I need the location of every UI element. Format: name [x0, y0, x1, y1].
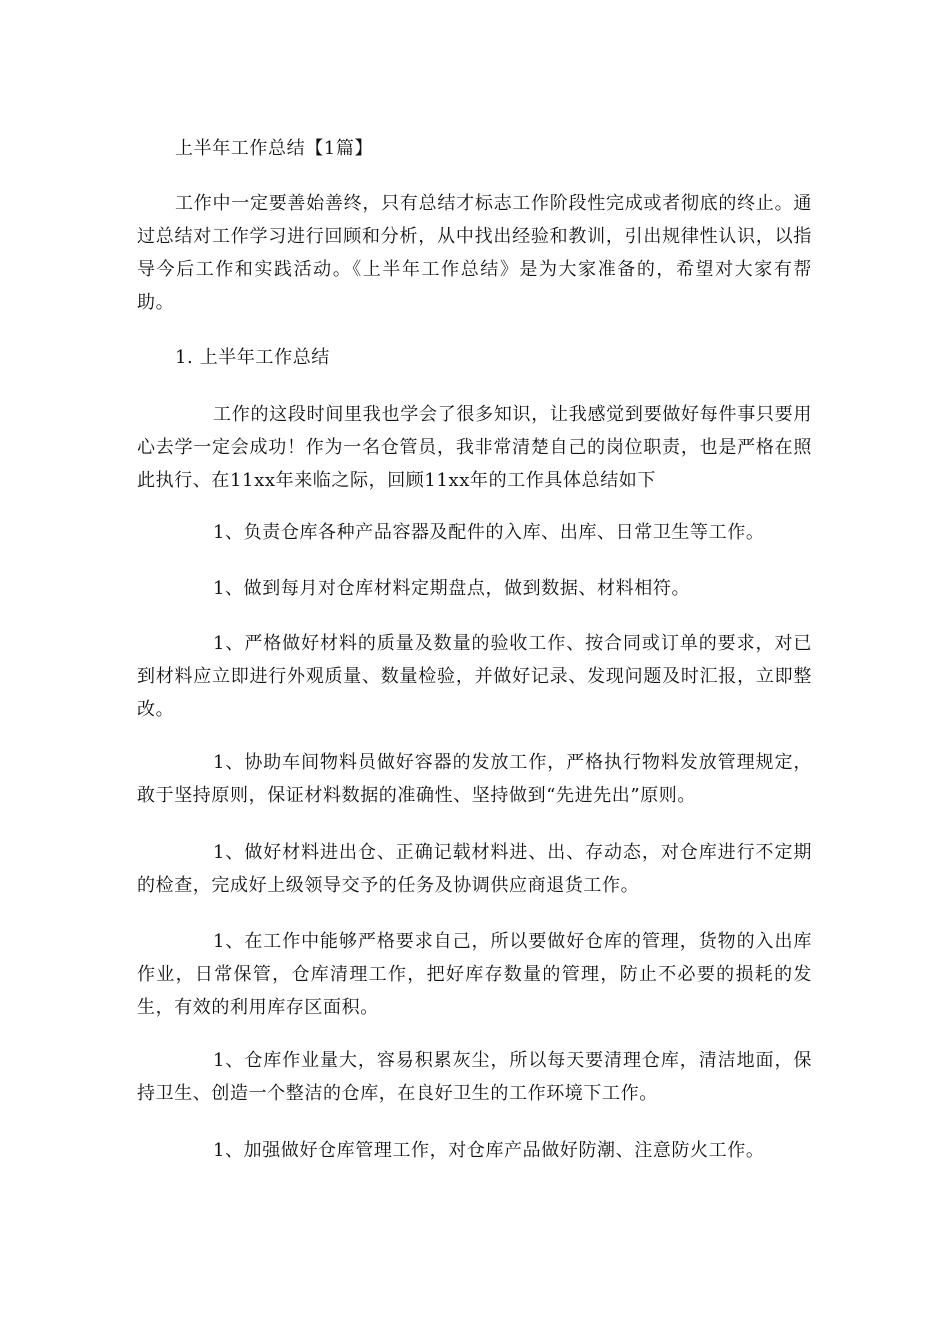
list-item-5: 1、做好材料进出仓、正确记载材料进、出、存动态，对仓库进行不定期的检查，完成好上级领导交予的任务及协调供应商退货工作。: [137, 842, 812, 896]
list-item-2: 1、做到每月对仓库材料定期盘点，做到数据、材料相符。: [213, 578, 691, 599]
intro-paragraph: 工作中一定要善始善终，只有总结才标志工作阶段性完成或者彻底的终止。通过总结对工作学习进行回顾和分析，从中找出经验和教训，引出规律性认识，以指导今后工作和实践活动。《上半年工作总结》是为大家准备的，希望对大家有帮助。: [137, 193, 812, 313]
list-item-4: 1、协助车间物料员做好容器的发放工作，严格执行物料发放管理规定，敢于坚持原则，保证材料数据的准确性、坚持做到“先进先出”原则。: [137, 752, 812, 806]
body-paragraph-1: 工作的这段时间里我也学会了很多知识，让我感觉到要做好每件事只要用心去学一定会成功！作为一名仓管员，我非常清楚自己的岗位职责，也是严格在照此执行、在11xx年来临之际，回顾11xx年的工作具体总结如下: [137, 404, 812, 491]
list-item-7: 1、仓库作业量大，容易积累灰尘，所以每天要清理仓库，清洁地面，保持卫生、创造一个整洁的仓库，在良好卫生的工作环境下工作。: [137, 1050, 812, 1104]
section-heading: 1. 上半年工作总结: [175, 347, 330, 368]
list-item-6: 1、在工作中能够严格要求自己，所以要做好仓库的管理，货物的入出库作业，日常保管，仓库清理工作，把好库存数量的管理，防止不必要的损耗的发生，有效的利用库存区面积。: [137, 931, 812, 1018]
list-item-3: 1、严格做好材料的质量及数量的验收工作、按合同或订单的要求，对已到材料应立即进行外观质量、数量检验，并做好记录、发现问题及时汇报，立即整改。: [137, 633, 812, 720]
list-item-1: 1、负责仓库各种产品容器及配件的入库、出库、日常卫生等工作。: [213, 522, 765, 543]
document-title: 上半年工作总结【1篇】: [175, 138, 374, 159]
list-item-8: 1、加强做好仓库管理工作，对仓库产品做好防潮、注意防火工作。: [213, 1140, 765, 1161]
